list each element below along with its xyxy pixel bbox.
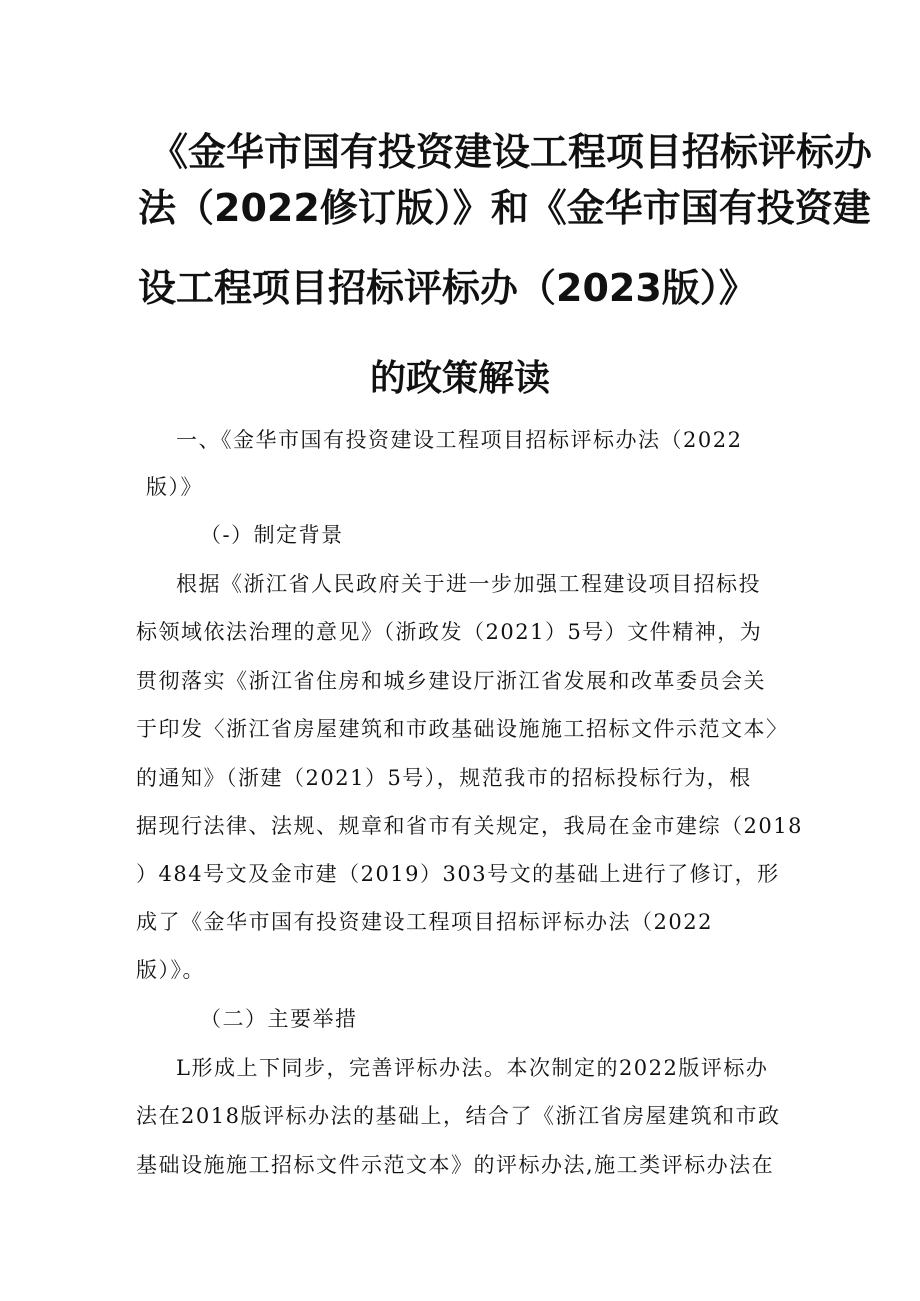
paragraph-2-line: L形成上下同步，完善评标办法。本次制定的2022版评标办 xyxy=(176,1056,769,1080)
section-1-heading: 一、《金华市国有投资建设工程项目招标评标办法（2022 xyxy=(176,428,743,452)
paragraph-1-line: ）484号文及金市建（2019）303号文的基础上进行了修订，形 xyxy=(136,862,780,886)
subsection-2-heading: （二）主要举措 xyxy=(200,1007,358,1031)
paragraph-1-line: 版）》。 xyxy=(136,958,205,982)
section-1-heading-cont: 版）》 xyxy=(146,475,203,499)
paragraph-2-line: 法在2018版评标办法的基础上，结合了《浙江省房屋建筑和市政 xyxy=(136,1104,781,1128)
paragraph-2-line: 基础设施施工招标文件示范文本》的评标办法,施工类评标办法在 xyxy=(136,1153,775,1177)
paragraph-1-line: 的通知》（浙建（2021）5号），规范我市的招标投标行为，根 xyxy=(136,766,752,790)
paragraph-1-line: 据现行法律、法规、规章和省市有关规定，我局在金市建综（2018 xyxy=(136,814,803,838)
subsection-1-heading: （-）制定背景 xyxy=(200,523,344,547)
paragraph-1-line: 成了《金华市国有投资建设工程项目招标评标办法（2022 xyxy=(136,910,713,934)
paragraph-1-line: 标领域依法治理的意见》（浙政发（2021）5号）文件精神，为 xyxy=(136,620,763,644)
title-line-2: 法（2022修订版）》和《金华市国有投资建 xyxy=(138,186,871,230)
paragraph-1-line: 于印发〈浙江省房屋建筑和市政基础设施施工招标文件示范文本〉 xyxy=(136,717,789,741)
title-line-1: 《金华市国有投资建设工程项目招标评标办 xyxy=(150,130,873,174)
paragraph-1-line: 根据《浙江省人民政府关于进一步加强工程建设项目招标投 xyxy=(176,572,761,596)
title-line-4: 的政策解读 xyxy=(369,358,550,399)
paragraph-1-line: 贯彻落实《浙江省住房和城乡建设厅浙江省发展和改革委员会关 xyxy=(136,669,766,693)
title-line-3: 设工程项目招标评标办（2023版）》 xyxy=(138,266,757,310)
